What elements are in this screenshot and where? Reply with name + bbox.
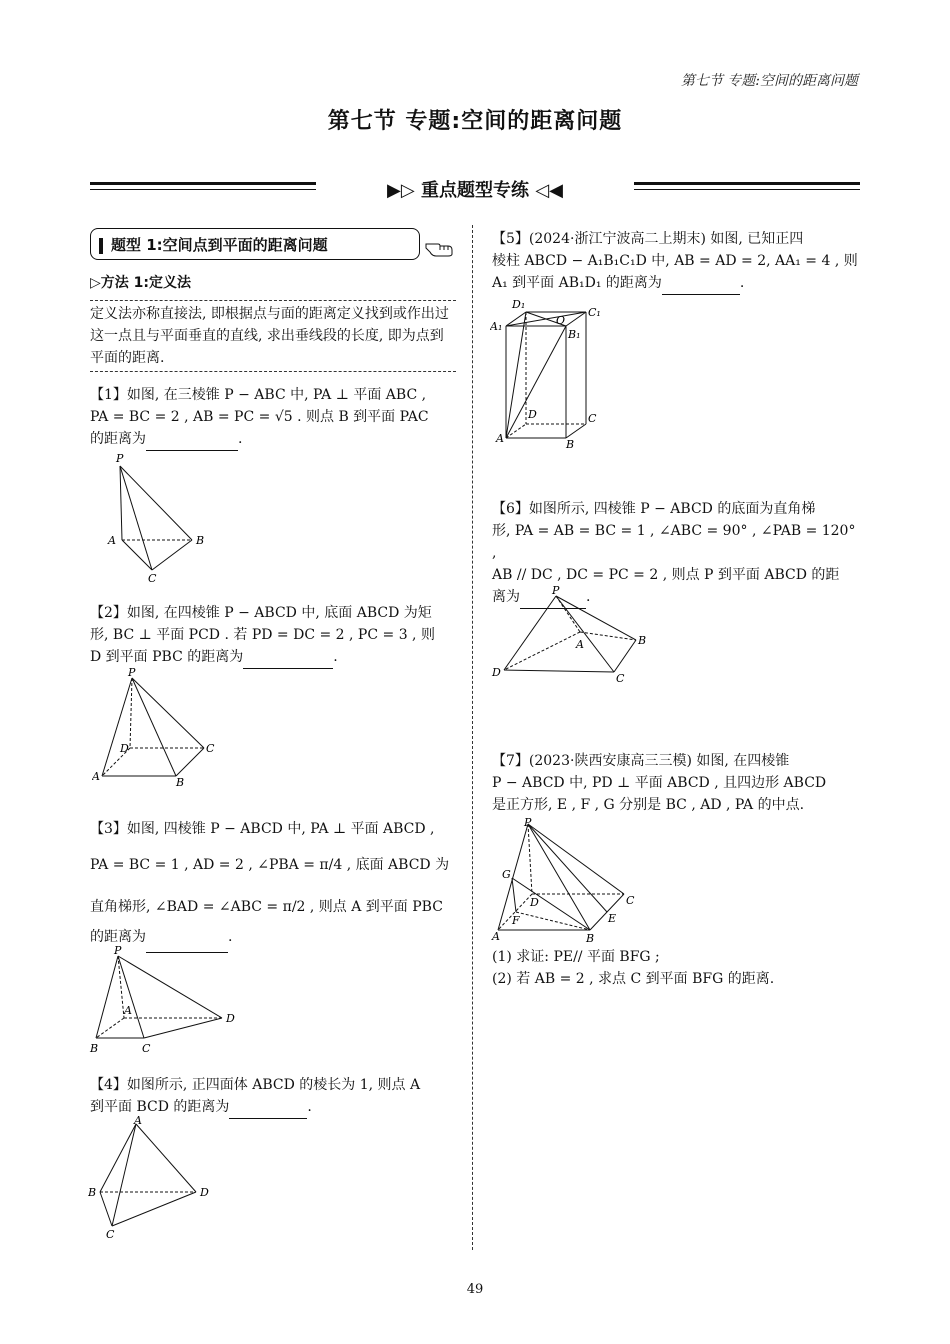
problem-2-line2: 形, BC ⊥ 平面 PCD . 若 PD = DC = 2 , PC = 3 , 则 (90, 627, 435, 643)
label-B: B (566, 438, 575, 451)
problem-2-line1: 【2】如图, 在四棱锥 P − ABCD 中, 底面 ABCD 为矩 (90, 605, 432, 621)
label-C: C (616, 672, 625, 684)
heading-bar (99, 238, 103, 254)
answer-blank (662, 272, 740, 295)
label-B: B (586, 932, 595, 944)
label-C: C (142, 1042, 151, 1055)
answer-blank (229, 1096, 307, 1119)
page-number: 49 (466, 1282, 484, 1297)
problem-2: 【2】如图, 在四棱锥 P − ABCD 中, 底面 ABCD 为矩 形, BC ⊥ 平面 PCD . 若 PD = DC = 2 , PC = 3 , 则 D 到平面 PBC 的距离为 . (90, 602, 460, 669)
problem-7-line1: 【7】(2023·陕西安康高三三模) 如图, 在四棱锥 (492, 753, 790, 769)
label-B: B (90, 1042, 99, 1055)
problem-7-q1: (1) 求证: PE// 平面 BFG ; (492, 949, 660, 965)
problem-4-line2: 到平面 BCD 的距离为 (90, 1099, 230, 1115)
label-B: B (638, 634, 647, 647)
label-D1: D₁ (512, 298, 526, 311)
type-label: 题型 1:空间点到平面的距离问题 (111, 236, 328, 254)
problem-6-line1: 【6】如图所示, 四棱锥 P − ABCD 的底面为直角梯 (492, 501, 816, 517)
label-B: B (88, 1186, 97, 1199)
label-C: C (106, 1228, 115, 1241)
figure-1-tetrahedron (104, 450, 214, 586)
problem-7-q2: (2) 若 AB = 2 , 求点 C 到平面 BFG 的距离. (492, 971, 775, 987)
problem-6-line4: 离为 (492, 589, 520, 605)
label-D: D (530, 896, 539, 909)
section-banner (90, 176, 860, 200)
problem-3-line4: 的距离为 (90, 929, 146, 945)
answer-blank (146, 428, 238, 451)
label-B: B (176, 776, 185, 789)
label-G: G (502, 868, 511, 881)
problem-7 (492, 750, 862, 816)
problem-3-line2: PA = BC = 1 , AD = 2 , ∠PBA = π/4 , 底面 ABCD 为 (90, 857, 450, 873)
figure-2-pyramid (92, 666, 222, 790)
figure-6-pyramid (490, 584, 654, 684)
problem-7-questions (492, 946, 862, 990)
answer-blank (243, 646, 333, 669)
label-P: P (524, 816, 532, 829)
label-D: D (528, 408, 537, 421)
page-title: 第七节 专题:空间的距离问题 (327, 109, 623, 134)
label-D: D (120, 742, 129, 755)
label-C: C (148, 572, 157, 585)
label-P: P (114, 944, 122, 957)
problem-1-line1: 【1】如图, 在三棱锥 P − ABC 中, PA ⊥ 平面 ABC , (90, 387, 427, 403)
problem-7-line3: 是正方形, E , F , G 分别是 BC , AD , PA 的中点. (492, 797, 805, 813)
problem-3-line3: 直角梯形, ∠BAD = ∠ABC = π/2 , 则点 A 到平面 PBC (90, 899, 443, 915)
problem-4-line1: 【4】如图所示, 正四面体 ABCD 的棱长为 1, 则点 A (90, 1077, 421, 1093)
label-A: A (124, 1004, 132, 1017)
label-A1: A₁ (490, 320, 503, 333)
column-divider (472, 225, 473, 1250)
label-C1: C₁ (588, 306, 601, 319)
figure-7-pyramid (490, 814, 640, 944)
label-P: P (116, 452, 124, 465)
definition-text: 定义法亦称直接法, 即根据点与面的距离定义找到或作出过这一点且与平面垂直的直线, 求出垂线段的长度, 即为点到平面的距离. (90, 300, 456, 372)
figure-5-prism (490, 296, 610, 452)
banner-rule-right (634, 182, 860, 190)
label-D: D (200, 1186, 209, 1199)
label-C: C (206, 742, 215, 755)
problem-4: 【4】如图所示, 正四面体 ABCD 的棱长为 1, 则点 A 到平面 BCD 的距离为 . (90, 1074, 460, 1119)
problem-1: 【1】如图, 在三棱锥 P − ABC 中, PA ⊥ 平面 ABC , PA = BC = 2 , AB = PC = √5 . 则点 B 到平面 PAC 的距离为 . (90, 384, 460, 451)
label-A: A (108, 534, 116, 547)
problem-3-line1: 【3】如图, 四棱锥 P − ABCD 中, PA ⊥ 平面 ABCD , (90, 821, 435, 837)
problem-6: 【6】如图所示, 四棱锥 P − ABCD 的底面为直角梯 形, PA = AB = BC = 1 , ∠ABC = 90° , ∠PAB = 120° , AB // DC , DC = PC = 2 , 则点 P 到平面 ABCD 的距 离为 . (492, 498, 862, 609)
problem-1-line2: PA = BC = 2 , AB = PC = √5 . 则点 B 到平面 PAC (90, 409, 429, 425)
problem-2-line3: D 到平面 PBC 的距离为 (90, 649, 244, 665)
problem-5-line1: 【5】(2024·浙江宁波高二上期末) 如图, 已知正四 (492, 231, 804, 247)
problem-3: 【3】如图, 四棱锥 P − ABCD 中, PA ⊥ 平面 ABCD , PA = BC = 1 , AD = 2 , ∠PBA = π/4 , 底面 ABCD 为 直角梯形, ∠BAD = ∠ABC = π/2 , 则点 A 到平面 PBC 的距离为 . (90, 814, 460, 953)
label-A: A (496, 432, 504, 445)
problem-7-line2: P − ABCD 中, PD ⊥ 平面 ABCD , 且四边形 ABCD (492, 775, 827, 791)
problem-5: 【5】(2024·浙江宁波高二上期末) 如图, 已知正四 棱柱 ABCD − A₁B₁C₁D 中, AB = AD = 2, AA₁ = 4 , 则 A₁ 到平面 AB₁D₁ 的距离为 . (492, 228, 862, 295)
pointing-hand-icon (424, 234, 456, 258)
label-E: E (608, 912, 617, 925)
label-C: C (626, 894, 635, 907)
problem-6-line3: AB // DC , DC = PC = 2 , 则点 P 到平面 ABCD 的距 (492, 567, 840, 583)
problem-5-line3: A₁ 到平面 AB₁D₁ 的距离为 (492, 275, 662, 291)
figure-4-tetrahedron (88, 1114, 218, 1242)
method-label: ▷方法 1:定义法 (90, 275, 191, 291)
label-C: C (588, 412, 597, 425)
label-F: F (512, 914, 520, 927)
label-P: P (128, 666, 136, 679)
label-B1: B₁ (568, 328, 581, 341)
label-D: D (226, 1012, 235, 1025)
label-D: D (492, 666, 501, 679)
label-A: A (134, 1114, 142, 1127)
problem-6-line2: 形, PA = AB = BC = 1 , ∠ABC = 90° , ∠PAB = 120° , (492, 523, 856, 561)
problem-5-line2: 棱柱 ABCD − A₁B₁C₁D 中, AB = AD = 2, AA₁ = 4 , 则 (492, 253, 858, 269)
label-P: P (552, 584, 560, 597)
label-A: A (576, 638, 584, 651)
type-heading (90, 228, 420, 260)
label-O: O (556, 314, 566, 327)
label-B: B (196, 534, 205, 547)
banner-text: ▶▷ 重点题型专练 ◁◀ (387, 180, 563, 201)
figure-3-pyramid (88, 944, 248, 1060)
label-A: A (92, 770, 100, 783)
problem-1-line3: 的距离为 (90, 431, 146, 447)
running-header: 第七节 专题:空间的距离问题 (680, 73, 858, 89)
label-A: A (492, 930, 500, 943)
